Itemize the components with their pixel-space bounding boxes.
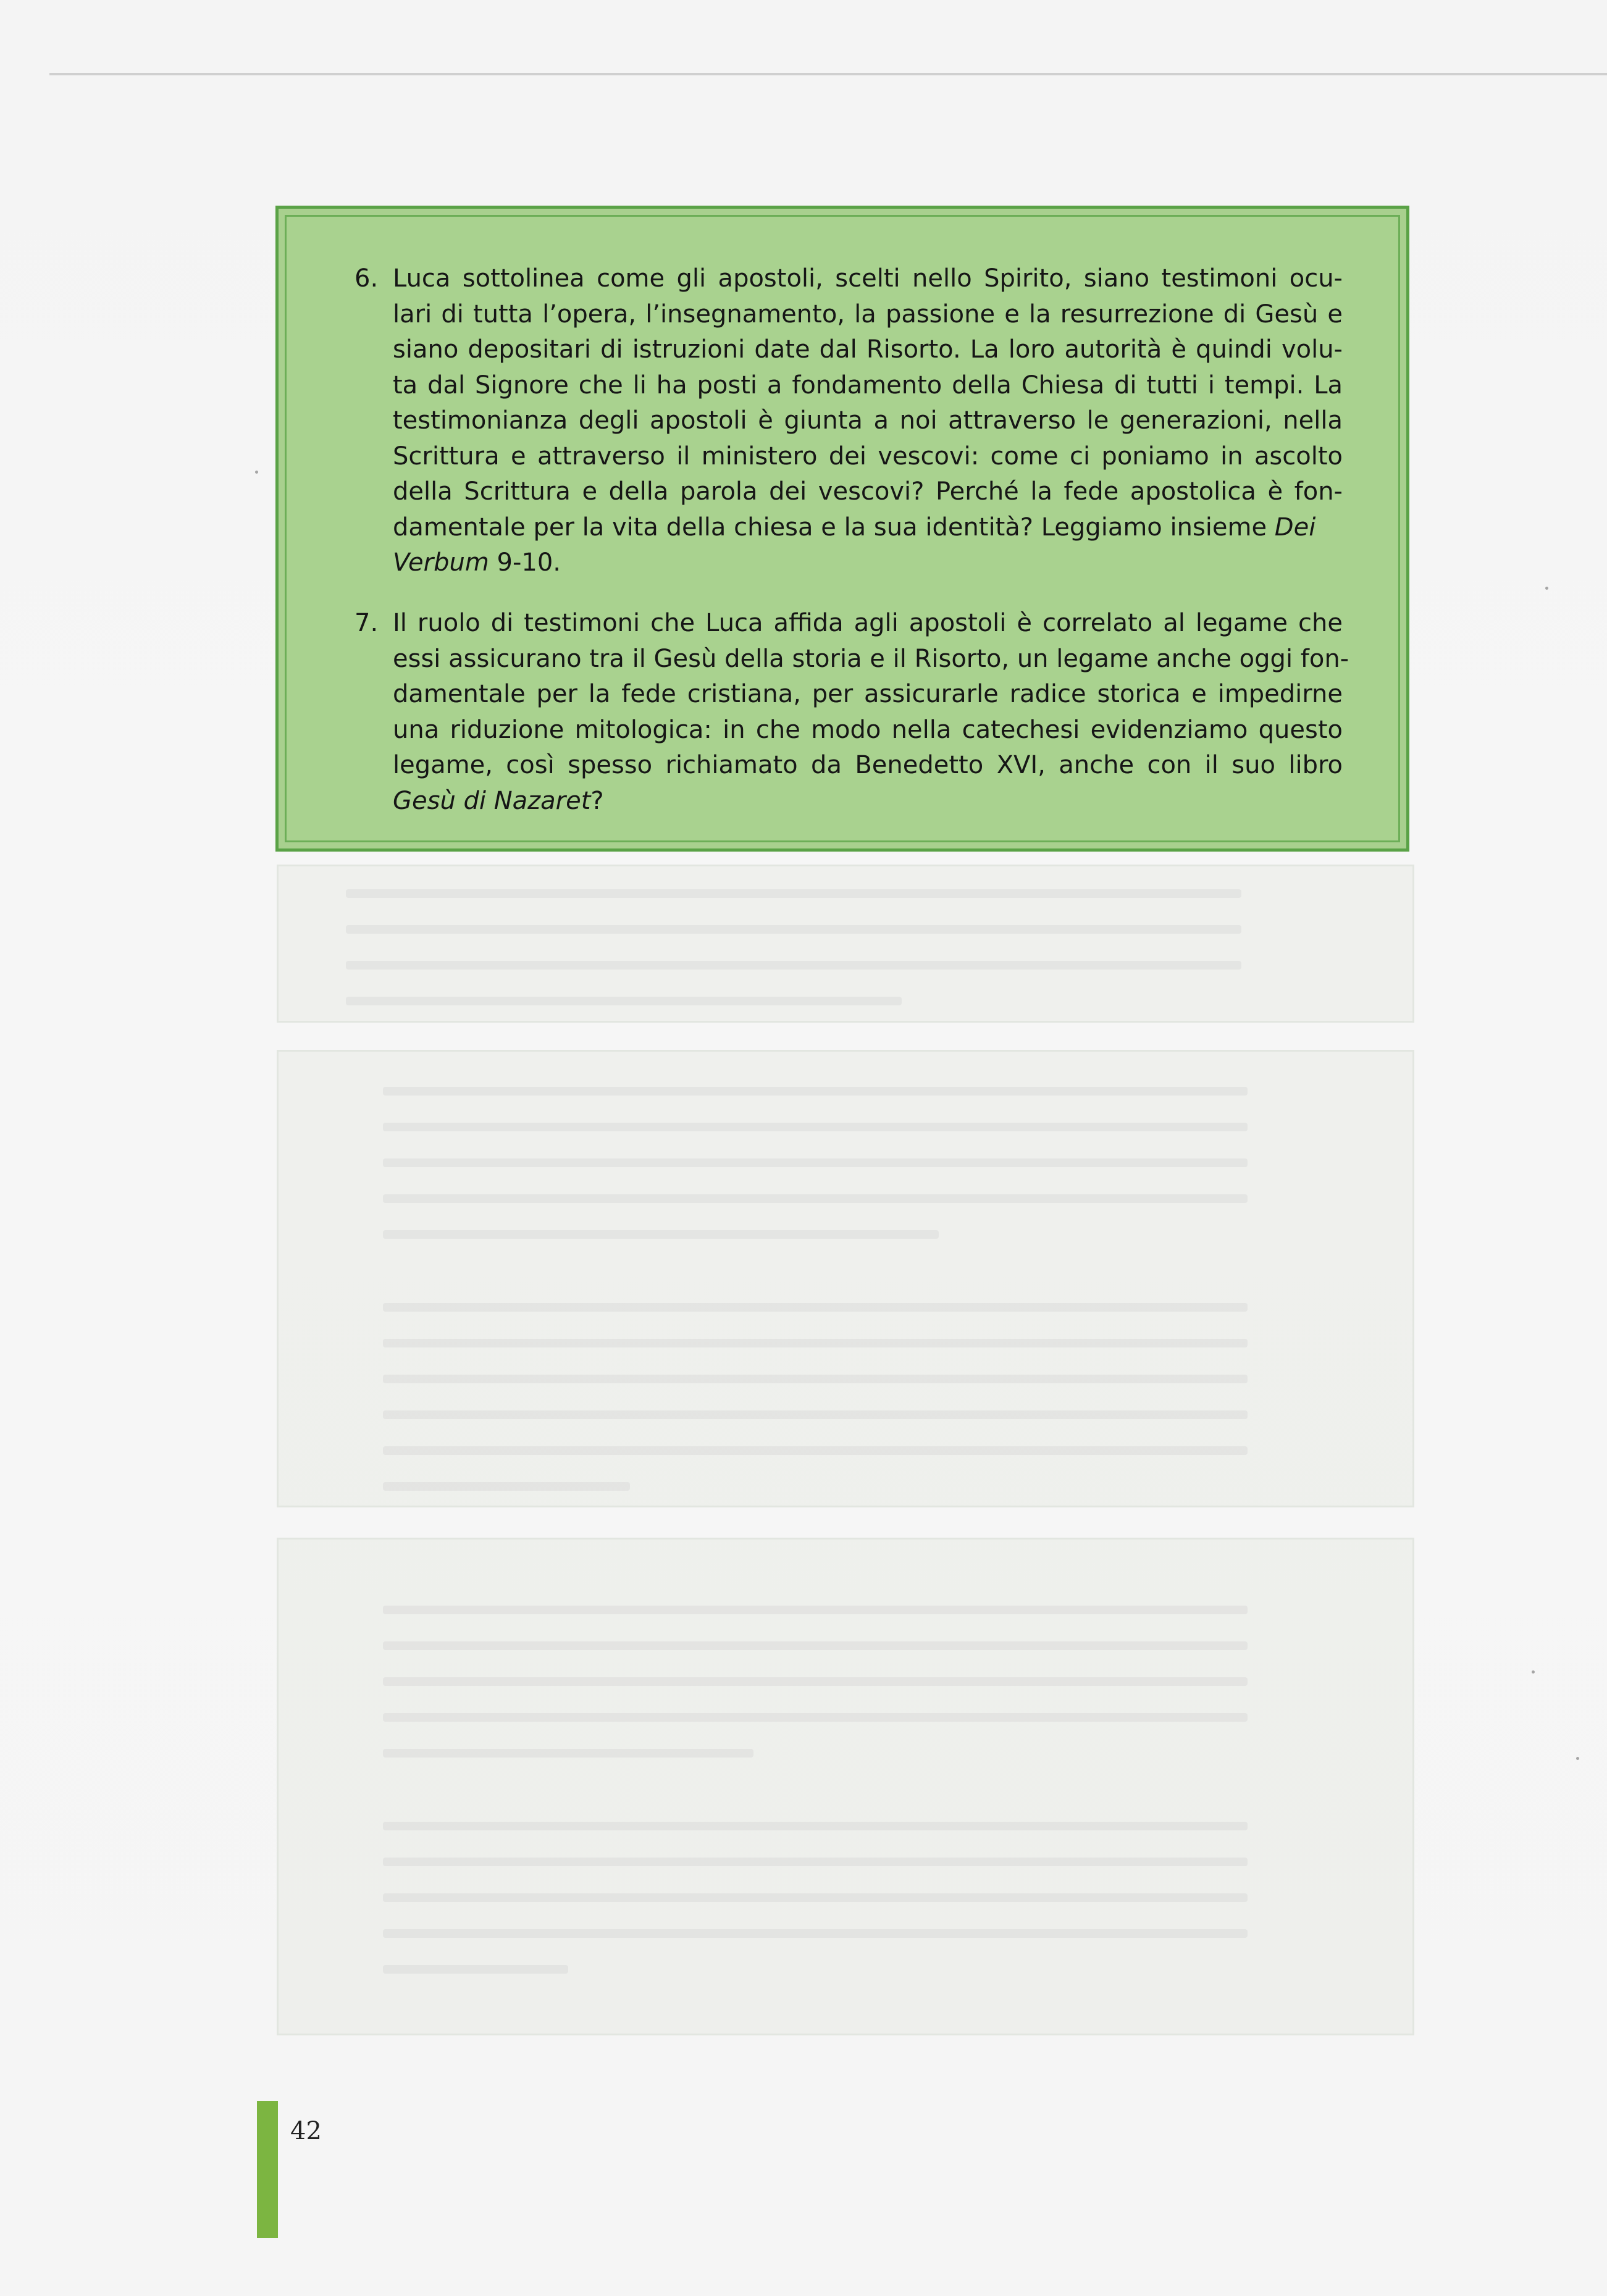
text-line-body: damentale per la vita della chiesa e la sua identità? Leggiamo insieme xyxy=(393,513,1267,542)
text-line: damentale per la fede cristiana, per assicurarle radice storica e impedirne xyxy=(393,680,1343,708)
text-line xyxy=(393,510,1343,546)
show-through-line xyxy=(383,1339,1248,1347)
text-line: una riduzione mitologica: in che modo nella catechesi evidenziamo questo xyxy=(393,715,1343,744)
show-through-line xyxy=(383,1965,568,1974)
item-text xyxy=(393,606,1349,819)
speck xyxy=(1576,1757,1579,1760)
show-through-line xyxy=(383,1303,1248,1312)
text-line xyxy=(393,784,1343,819)
top-rule xyxy=(49,73,1607,75)
show-through-line xyxy=(383,1641,1248,1650)
show-through-line xyxy=(383,1606,1248,1614)
reference-tail: 9-10. xyxy=(489,548,561,577)
speck xyxy=(1545,587,1548,590)
show-through-line xyxy=(383,1123,1248,1131)
text-line xyxy=(393,545,1343,581)
show-through-line xyxy=(383,1410,1248,1419)
item-number: 7. xyxy=(355,609,379,637)
italic-reference: Dei xyxy=(1274,513,1316,542)
text-line: Scrittura e attraverso il ministero dei vescovi: come ci poniamo in ascolto xyxy=(393,442,1343,471)
text-line: Luca sottolinea come gli apostoli, scelti nello Spirito, siano testimoni ocu- xyxy=(393,264,1343,293)
show-through-line xyxy=(383,1194,1248,1203)
show-through-line xyxy=(383,1677,1248,1686)
question-item-7 xyxy=(355,606,1349,819)
speck xyxy=(255,471,258,474)
text-line: essi assicurano tra il Gesù della storia e il Risorto, un legame anche oggi fon- xyxy=(393,644,1349,673)
show-through-line xyxy=(383,1230,939,1239)
text-line: legame, così spesso richiamato da Benedetto XVI, anche con il suo libro xyxy=(393,751,1343,779)
show-through-line xyxy=(383,1375,1248,1383)
questions-box-inner xyxy=(285,215,1400,842)
show-through-line xyxy=(383,1158,1248,1167)
page-number: 42 xyxy=(290,2117,322,2145)
show-through-line xyxy=(383,1482,630,1491)
show-through-line xyxy=(346,889,1241,898)
text-line: della Scrittura e della parola dei vescovi? Perché la fede apostolica è fon- xyxy=(393,477,1343,506)
show-through-line xyxy=(383,1749,753,1758)
italic-reference: Verbum xyxy=(393,548,489,577)
question-item-6 xyxy=(355,261,1343,581)
show-through-line xyxy=(383,1822,1248,1830)
item-text xyxy=(393,261,1343,581)
questions-box xyxy=(275,206,1409,852)
text-line: lari di tutta l’opera, l’insegnamento, la passione e la resurrezione di Gesù e xyxy=(393,300,1343,329)
show-through-line xyxy=(383,1446,1248,1455)
italic-title: Gesù di Nazaret xyxy=(393,786,591,815)
text-line: testimonianza degli apostoli è giunta a noi attraverso le generazioni, nella xyxy=(393,406,1343,435)
show-through-line xyxy=(346,961,1241,970)
show-through-line xyxy=(383,1713,1248,1722)
text-line: ta dal Signore che li ha posti a fondamento della Chiesa di tutti i tempi. La xyxy=(393,371,1343,400)
title-tail: ? xyxy=(590,786,604,815)
show-through-line xyxy=(383,1929,1248,1938)
show-through-line xyxy=(346,925,1241,934)
show-through-box xyxy=(277,1050,1414,1507)
speck xyxy=(1532,1670,1535,1674)
item-number: 6. xyxy=(355,264,379,293)
show-through-line xyxy=(346,997,902,1005)
show-through-line xyxy=(383,1893,1248,1902)
text-line: siano depositari di istruzioni date dal Risorto. La loro autorità è quindi volu- xyxy=(393,335,1343,364)
show-through-line xyxy=(383,1858,1248,1866)
show-through-line xyxy=(383,1087,1248,1096)
text-line: Il ruolo di testimoni che Luca affida agli apostoli è correlato al legame che xyxy=(393,609,1343,637)
page-number-marker xyxy=(257,2101,278,2238)
